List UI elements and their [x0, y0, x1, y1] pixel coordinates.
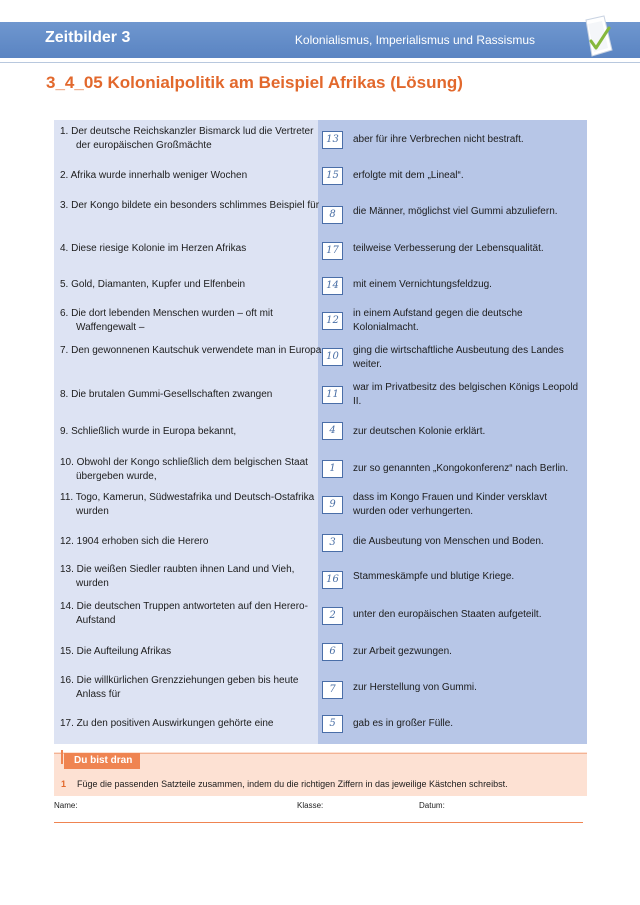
statement-end: zur deutschen Kolonie erklärt.: [353, 426, 486, 437]
statement-start: 4. Diese riesige Kolonie im Herzen Afrikas: [60, 243, 247, 254]
statement-start: 1. Der deutsche Reichskanzler Bismarck lud die Vertreter der europäischen Großmächte: [60, 126, 314, 151]
statement-start: 5. Gold, Diamanten, Kupfer und Elfenbein: [60, 279, 246, 290]
statement-end: in einem Aufstand gegen die deutsche Kolonialmacht.: [353, 308, 523, 333]
document-check-icon: [582, 14, 614, 60]
statement-start: 2. Afrika wurde innerhalb weniger Wochen: [60, 170, 248, 181]
answer-box[interactable]: 1: [322, 460, 343, 478]
statement-start: 6. Die dort lebenden Menschen wurden – oft mit Waffengewalt –: [60, 308, 273, 333]
task-tag: Du bist dran: [64, 753, 140, 769]
statement-start: 9. Schließlich wurde in Europa bekannt,: [60, 426, 237, 437]
series-title: Zeitbilder 3: [45, 29, 131, 46]
statement-end: gab es in großer Fülle.: [353, 718, 454, 729]
statement-end: erfolgte mit dem „Lineal“.: [353, 170, 464, 181]
class-field-label: Klasse:: [297, 801, 324, 810]
form-underline: [54, 822, 583, 823]
matching-table: [54, 120, 587, 744]
statement-end: mit einem Vernichtungsfeldzug.: [353, 279, 492, 290]
answer-box[interactable]: 4: [322, 422, 343, 440]
statement-end: zur Herstellung von Gummi.: [353, 682, 477, 693]
name-field-label: Name:: [54, 801, 78, 810]
answer-box[interactable]: 12: [322, 312, 343, 330]
statement-end: die Ausbeutung von Menschen und Boden.: [353, 536, 544, 547]
statement-end: Stammeskämpfe und blutige Kriege.: [353, 571, 515, 582]
statement-end: teilweise Verbesserung der Lebensqualität.: [353, 243, 544, 254]
answer-box[interactable]: 10: [322, 348, 343, 366]
tag-accent: [61, 750, 63, 764]
topic-title: Kolonialismus, Imperialismus und Rassismus: [294, 33, 535, 47]
answer-box[interactable]: 3: [322, 534, 343, 552]
statement-start: 13. Die weißen Siedler raubten ihnen Land und Vieh, wurden: [60, 564, 295, 589]
task-number: 1: [61, 779, 67, 789]
answer-box[interactable]: 2: [322, 607, 343, 625]
statement-end: ging die wirtschaftliche Ausbeutung des Landes weiter.: [353, 345, 564, 370]
answer-box[interactable]: 15: [322, 167, 343, 185]
answer-box[interactable]: 17: [322, 242, 343, 260]
statement-end: war im Privatbesitz des belgischen Königs Leopold II.: [353, 382, 579, 407]
statement-start: 12. 1904 erhoben sich die Herero: [60, 536, 209, 547]
page-title: 3_4_05 Kolonialpolitik am Beispiel Afrikas (Lösung): [46, 73, 463, 92]
answer-box[interactable]: 7: [322, 681, 343, 699]
statement-start: 11. Togo, Kamerun, Südwestafrika und Deutsch-Ostafrika wurden: [60, 492, 315, 517]
answer-box[interactable]: 14: [322, 277, 343, 295]
statement-end: unter den europäischen Staaten aufgeteilt.: [353, 609, 542, 620]
statement-start: 7. Den gewonnenen Kautschuk verwendete man in Europa: [60, 345, 322, 356]
statement-start: 3. Der Kongo bildete ein besonders schlimmes Beispiel für: [60, 200, 320, 211]
date-field-label: Datum:: [419, 801, 445, 810]
answer-box[interactable]: 6: [322, 643, 343, 661]
statement-start: 17. Zu den positiven Auswirkungen gehörte eine: [60, 718, 274, 729]
statement-start: 10. Obwohl der Kongo schließlich dem belgischen Staat übergeben wurde,: [60, 457, 308, 482]
statement-end: die Männer, möglichst viel Gummi abzuliefern.: [353, 206, 558, 217]
header-band: [0, 22, 640, 58]
answer-box[interactable]: 5: [322, 715, 343, 733]
statement-end: zur Arbeit gezwungen.: [353, 646, 452, 657]
statement-end: zur so genannten „Kongokonferenz“ nach Berlin.: [353, 463, 569, 474]
statement-end: aber für ihre Verbrechen nicht bestraft.: [353, 134, 524, 145]
header-divider: [0, 62, 640, 63]
statement-start: 14. Die deutschen Truppen antworteten auf den Herero-Aufstand: [60, 601, 308, 626]
task-instruction: Füge die passenden Satzteile zusammen, indem du die richtigen Ziffern in das jeweilige Kästchen schreibst.: [77, 779, 508, 789]
answer-box[interactable]: 8: [322, 206, 343, 224]
statement-end: dass im Kongo Frauen und Kinder versklavt wurden oder verhungerten.: [353, 492, 547, 517]
answer-box[interactable]: 16: [322, 571, 343, 589]
statement-start: 15. Die Aufteilung Afrikas: [60, 646, 172, 657]
answer-box[interactable]: 9: [322, 496, 343, 514]
answer-box[interactable]: 13: [322, 131, 343, 149]
statement-start: 8. Die brutalen Gummi-Gesellschaften zwangen: [60, 389, 273, 400]
statement-start: 16. Die willkürlichen Grenzziehungen geben bis heute Anlass für: [60, 675, 299, 700]
answer-box[interactable]: 11: [322, 386, 343, 404]
